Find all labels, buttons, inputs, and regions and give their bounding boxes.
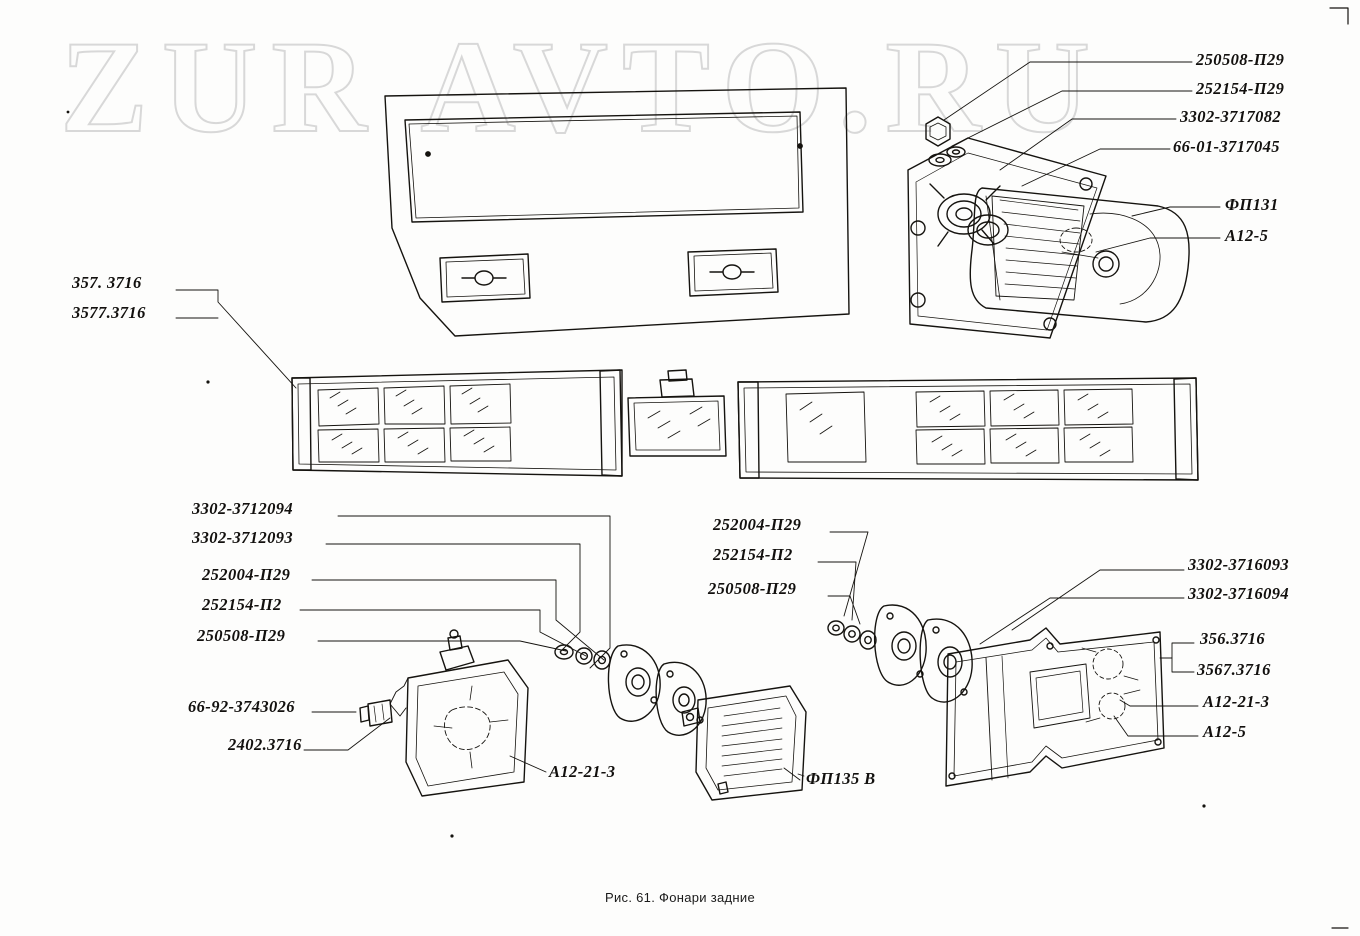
part-label-3302-3712094: 3302-3712094 [192,499,294,518]
part-label-a12-5-right: А12-5 [1203,722,1247,741]
part-label-a12-5-top: А12-5 [1225,226,1269,245]
part-label-252154-p2-left: 252154-П2 [202,595,282,614]
part-label-3302-3717082: 3302-3717082 [1180,107,1282,126]
part-label-252154-p29-top: 252154-П29 [1196,79,1285,98]
part-label-3302-3712093: 3302-3712093 [192,528,294,547]
part-label-252004-p29-left: 252004-П29 [202,565,291,584]
part-label-3567-3716: 3567.3716 [1197,660,1271,679]
part-label-357-3716: 357. 3716 [72,273,142,292]
part-label-250508-p29-mid: 250508-П29 [708,579,797,598]
part-label-a12-21-3-left: А12-21-3 [549,762,616,781]
part-label-3302-3716094: 3302-3716094 [1188,584,1290,603]
part-label-a12-21-3-right: А12-21-3 [1203,692,1270,711]
part-label-252154-p2-mid: 252154-П2 [713,545,793,564]
part-label-66-92-3743026: 66-92-3743026 [188,697,295,716]
part-label-fp135v: ФП135 В [806,769,876,788]
part-label-250508-p29-left: 250508-П29 [197,626,286,645]
part-label-250508-p29-top: 250508-П29 [1196,50,1285,69]
watermark-text: ZUR AVTO.RU [60,13,1105,160]
part-label-356-3716: 356.3716 [1200,629,1266,648]
part-label-2402-3716: 2402.3716 [228,735,302,754]
part-label-66-01-3717045: 66-01-3717045 [1173,137,1280,156]
part-label-252004-p29-mid: 252004-П29 [713,515,802,534]
part-label-fp131: ФП131 [1225,195,1279,214]
part-label-3577-3716: 3577.3716 [72,303,146,322]
figure-caption: Рис. 61. Фонари задние [604,890,755,905]
part-label-3302-3716093: 3302-3716093 [1188,555,1290,574]
